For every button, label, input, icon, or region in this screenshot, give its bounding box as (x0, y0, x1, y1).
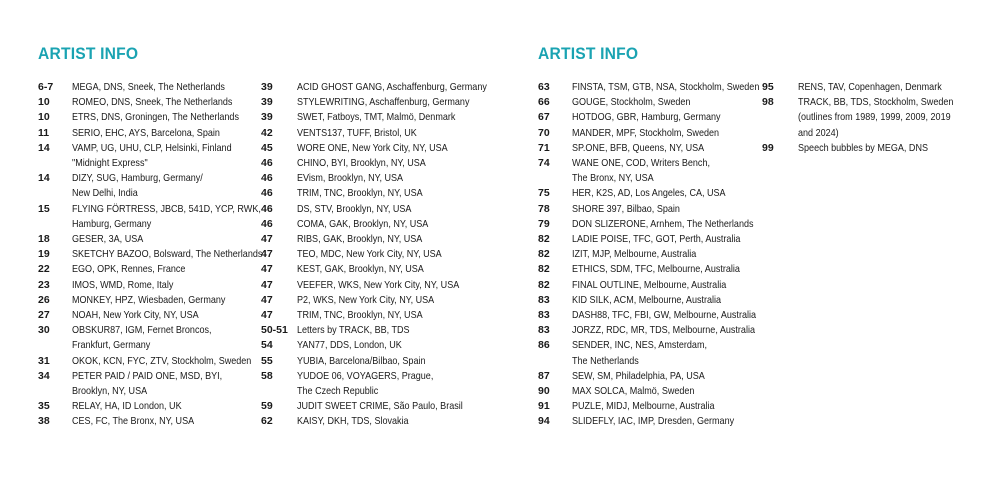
artist-credit-line: PUZLE, MIDJ, Melbourne, Australia (572, 400, 715, 413)
artist-entry (261, 323, 491, 338)
artist-entry (38, 126, 258, 141)
artist-entry (261, 338, 491, 353)
artist-credit-line: VEEFER, WKS, New York City, NY, USA (297, 278, 460, 291)
page-number: 39 (261, 81, 273, 93)
artist-entry (538, 110, 756, 125)
artist-credit (297, 414, 491, 429)
right-page (500, 0, 1000, 500)
artist-credit-line: KAISY, DKH, TDS, Slovakia (297, 415, 409, 428)
artist-credit-line: P2, WKS, New York City, NY, USA (297, 293, 435, 306)
artist-credit (72, 80, 258, 95)
page-number: 27 (38, 309, 50, 322)
artist-credit (72, 323, 258, 353)
artist-credit-line: OBSKUR87, IGM, Fernet Broncos, (72, 324, 212, 337)
artist-entry (538, 369, 756, 384)
artist-credit-line: MEGA, DNS, Sneek, The Netherlands (72, 81, 225, 93)
artist-entry (38, 232, 258, 247)
artist-credit-line: EGO, OPK, Rennes, France (72, 263, 186, 276)
artist-entry (261, 308, 491, 323)
page-number: 19 (38, 248, 50, 261)
page-number: 91 (538, 400, 550, 413)
artist-credit-line: YUBIA, Barcelona/Bilbao, Spain (297, 354, 426, 367)
artist-entry (762, 141, 992, 156)
artist-credit-line: DS, STV, Brooklyn, NY, USA (297, 202, 412, 215)
artist-credit (72, 308, 258, 323)
page-number: 83 (538, 293, 550, 306)
artist-credit-line: SWET, Fatboys, TMT, Malmö, Denmark (297, 111, 456, 124)
artist-credit-line: JUDIT SWEET CRIME, São Paulo, Brasil (297, 400, 463, 413)
artist-credit-line: The Netherlands (572, 354, 639, 367)
page-number: 62 (261, 415, 273, 428)
artist-credit (72, 369, 258, 399)
artist-credit-line: FINAL OUTLINE, Melbourne, Australia (572, 278, 727, 291)
artist-credit (72, 414, 258, 429)
artist-entry (538, 186, 756, 201)
page-number: 34 (38, 369, 50, 382)
artist-credit-line: SEW, SM, Philadelphia, PA, USA (572, 369, 705, 382)
artist-credit (297, 232, 491, 247)
artist-entry (38, 369, 258, 399)
artist-credit-line: KEST, GAK, Brooklyn, NY, USA (297, 263, 424, 276)
artist-list-column (762, 80, 992, 156)
artist-credit-line: TRACK, BB, TDS, Stockholm, Sweden (798, 96, 954, 109)
artist-entry (38, 141, 258, 171)
artist-entry (38, 247, 263, 262)
artist-entry (538, 202, 756, 217)
artist-credit-line: TRIM, TNC, Brooklyn, NY, USA (297, 309, 423, 322)
artist-credit (572, 414, 761, 429)
artist-entry (538, 278, 756, 293)
artist-credit (572, 247, 756, 262)
artist-entry (762, 80, 992, 95)
artist-credit-line: ETRS, DNS, Groningen, The Netherlands (72, 111, 239, 124)
artist-credit-line: SP.ONE, BFB, Queens, NY, USA (572, 141, 705, 154)
artist-credit (297, 95, 498, 110)
page-number: 90 (538, 385, 550, 398)
artist-entry (538, 414, 756, 429)
artist-credit (72, 293, 258, 308)
artist-credit-line: DON SLIZERONE, Arnhem, The Netherlands (572, 217, 754, 230)
artist-credit (297, 171, 491, 186)
artist-entry (261, 414, 491, 429)
page-number: 39 (261, 96, 273, 109)
artist-credit (297, 156, 491, 171)
page-number: 63 (538, 81, 550, 93)
artist-credit (72, 171, 258, 201)
artist-entry (38, 171, 258, 201)
artist-credit-line: TRIM, TNC, Brooklyn, NY, USA (297, 187, 423, 200)
page-number: 47 (261, 248, 273, 261)
artist-entry (261, 202, 491, 217)
page-number: 14 (38, 172, 50, 185)
artist-entry (261, 399, 491, 414)
artist-credit (297, 126, 491, 141)
artist-credit-line: Speech bubbles by MEGA, DNS (798, 141, 929, 154)
artist-entry (38, 323, 258, 353)
page-number: 47 (261, 278, 273, 291)
artist-credit (572, 262, 767, 277)
artist-credit-line: KID SILK, ACM, Melbourne, Australia (572, 293, 722, 306)
page-number: 86 (538, 339, 550, 352)
artist-credit-line: EVism, Brooklyn, NY, USA (297, 172, 404, 185)
artist-credit-line: FLYING FÖRTRESS, JBCB, 541D, YCP, RWK, (72, 202, 261, 215)
artist-credit-line: MONKEY, HPZ, Wiesbaden, Germany (72, 293, 226, 306)
artist-credit-line: IMOS, WMD, Rome, Italy (72, 278, 174, 291)
artist-credit (297, 217, 491, 232)
artist-entry (38, 202, 261, 232)
artist-credit-line: Letters by TRACK, BB, TDS (297, 324, 410, 337)
artist-entry (538, 156, 756, 186)
artist-entry (538, 141, 756, 156)
artist-credit (798, 141, 992, 156)
artist-entry (538, 247, 756, 262)
page-number: 70 (538, 126, 550, 139)
page-number: 66 (538, 96, 550, 109)
artist-credit (72, 354, 281, 369)
artist-credit (297, 110, 491, 125)
page-number: 22 (38, 263, 50, 276)
artist-credit-line: FINSTA, TSM, GTB, NSA, Stockholm, Sweden (572, 81, 760, 93)
artist-credit-line: DASH88, TFC, FBI, GW, Melbourne, Australia (572, 309, 757, 322)
artist-entry (38, 80, 258, 95)
page-number: 82 (538, 263, 550, 276)
page-number: 46 (261, 217, 273, 230)
page-number: 47 (261, 233, 273, 246)
artist-entry (538, 384, 756, 399)
page-number: 31 (38, 354, 50, 367)
artist-credit-line: ROMEO, DNS, Sneek, The Netherlands (72, 96, 233, 109)
artist-credit-line: OKOK, KCN, FYC, ZTV, Stockholm, Sweden (72, 354, 252, 367)
page-number: 82 (538, 233, 550, 246)
artist-credit-line: GESER, 3A, USA (72, 233, 144, 246)
artist-list-column (38, 80, 263, 430)
artist-entry (538, 95, 756, 110)
artist-credit (297, 293, 491, 308)
artist-entry (261, 110, 491, 125)
page-number: 58 (261, 369, 273, 382)
artist-credit-line: TEO, MDC, New York City, NY, USA (297, 248, 442, 261)
page-number: 10 (38, 111, 50, 124)
artist-entry (261, 156, 491, 171)
artist-credit (297, 80, 518, 95)
artist-credit-line: (outlines from 1989, 1999, 2009, 2019 (798, 111, 951, 124)
artist-entry (261, 141, 491, 156)
artist-credit (72, 126, 258, 141)
artist-entry (261, 232, 491, 247)
artist-credit-line: SLIDEFLY, IAC, IMP, Dresden, Germany (572, 415, 735, 428)
page-number: 35 (38, 400, 50, 413)
page-number: 94 (538, 415, 550, 428)
artist-entry (538, 217, 756, 232)
page-number: 50-51 (261, 324, 288, 337)
artist-credit (72, 202, 292, 232)
artist-credit (72, 141, 258, 171)
page-number: 82 (538, 278, 550, 291)
artist-credit-line: SKETCHY BAZOO, Bolsward, The Netherlands (72, 248, 263, 261)
artist-entry (261, 247, 491, 262)
artist-credit-line: Frankfurt, Germany (72, 339, 151, 352)
page-number: 87 (538, 369, 550, 382)
page-number: 46 (261, 187, 273, 200)
page-number: 78 (538, 202, 550, 215)
artist-credit (572, 232, 768, 247)
artist-credit (297, 141, 491, 156)
page-number: 75 (538, 187, 550, 200)
artist-entry (762, 95, 992, 141)
page-number: 18 (38, 233, 50, 246)
artist-credit (572, 202, 756, 217)
artist-credit-line: and 2024) (798, 126, 839, 139)
artist-entry (538, 293, 756, 308)
artist-entry (261, 171, 491, 186)
artist-list-column (261, 80, 491, 430)
artist-entry (261, 354, 491, 369)
artist-credit-line: LADIE POISE, TFC, GOT, Perth, Australia (572, 233, 741, 246)
artist-entry (38, 262, 258, 277)
artist-entry (38, 95, 258, 110)
artist-entry (38, 293, 258, 308)
artist-credit-line: MANDER, MPF, Stockholm, Sweden (572, 126, 720, 139)
artist-entry (538, 399, 756, 414)
page-number: 67 (538, 111, 550, 124)
page-number: 79 (538, 217, 550, 230)
artist-entry (38, 354, 258, 369)
artist-credit-line: HER, K2S, AD, Los Angeles, CA, USA (572, 187, 726, 200)
artist-credit (297, 308, 491, 323)
page-number: 39 (261, 111, 273, 124)
artist-entry (538, 308, 756, 323)
artist-credit (72, 399, 258, 414)
artist-credit (72, 110, 266, 125)
artist-credit-line: VAMP, UG, UHU, CLP, Helsinki, Finland (72, 141, 232, 154)
artist-credit (572, 186, 756, 201)
artist-credit (572, 217, 783, 232)
artist-entry (38, 414, 258, 429)
artist-entry (261, 278, 491, 293)
artist-entry (261, 95, 491, 110)
artist-credit-line: New Delhi, India (72, 187, 138, 200)
page-number: 95 (762, 81, 774, 93)
artist-credit-line: ACID GHOST GANG, Aschaffenburg, Germany (297, 81, 487, 93)
page-number: 71 (538, 141, 550, 154)
page-number: 74 (538, 157, 550, 170)
artist-entry (261, 293, 491, 308)
artist-credit (572, 80, 790, 95)
page-number: 6-7 (38, 81, 54, 93)
artist-credit-line: ETHICS, SDM, TFC, Melbourne, Australia (572, 263, 740, 276)
artist-credit-line: Brooklyn, NY, USA (72, 385, 148, 398)
artist-credit-line: The Bronx, NY, USA (572, 172, 654, 185)
artist-credit-line: STYLEWRITING, Aschaffenburg, Germany (297, 96, 470, 109)
artist-credit (297, 369, 491, 399)
page-number: 11 (38, 126, 50, 139)
artist-entry (538, 232, 756, 247)
page-number: 30 (38, 324, 50, 337)
artist-credit (72, 278, 258, 293)
page-number: 83 (538, 324, 550, 337)
artist-credit-line: MAX SOLCA, Malmö, Sweden (572, 385, 695, 398)
artist-entry (538, 338, 756, 368)
artist-credit (72, 232, 258, 247)
page-number: 15 (38, 202, 50, 215)
page-number: 55 (261, 354, 273, 367)
page-number: 47 (261, 293, 273, 306)
page-number: 46 (261, 157, 273, 170)
artist-credit (572, 399, 756, 414)
artist-credit (572, 110, 756, 125)
artist-credit-line: SHORE 397, Bilbao, Spain (572, 202, 680, 215)
artist-entry (261, 262, 491, 277)
artist-credit (572, 369, 756, 384)
artist-credit-line: PETER PAID / PAID ONE, MSD, BYI, (72, 369, 223, 382)
artist-credit-line: "Midnight Express" (72, 157, 148, 170)
artist-entry (261, 80, 491, 95)
artist-credit (572, 338, 756, 368)
artist-credit (572, 278, 756, 293)
page-number: 82 (538, 248, 550, 261)
page-title: ARTIST INFO (538, 44, 639, 63)
artist-entry (538, 80, 760, 95)
artist-credit-line: CHINO, BYI, Brooklyn, NY, USA (297, 157, 426, 170)
artist-credit (297, 278, 491, 293)
artist-credit-line: COMA, GAK, Brooklyn, NY, USA (297, 217, 429, 230)
artist-credit-line: YUDOE 06, VOYAGERS, Prague, (297, 369, 434, 382)
artist-credit-line: Hamburg, Germany (72, 217, 152, 230)
artist-credit-line: DIZY, SUG, Hamburg, Germany/ (72, 172, 203, 185)
artist-credit-line: GOUGE, Stockholm, Sweden (572, 96, 691, 109)
page-number: 83 (538, 309, 550, 322)
page-number: 38 (38, 415, 50, 428)
artist-credit (572, 156, 756, 186)
page-title: ARTIST INFO (38, 44, 139, 63)
artist-credit-line: IZIT, MJP, Melbourne, Australia (572, 248, 697, 261)
artist-credit (297, 247, 491, 262)
artist-credit (798, 95, 992, 141)
artist-credit (572, 323, 785, 338)
artist-entry (261, 217, 491, 232)
artist-credit (297, 323, 491, 338)
artist-credit (72, 95, 259, 110)
artist-entry (38, 308, 258, 323)
artist-credit (572, 293, 756, 308)
artist-entry (261, 369, 491, 399)
artist-list-column (538, 80, 760, 430)
artist-credit (297, 186, 491, 201)
page-number: 23 (38, 278, 50, 291)
artist-entry (261, 126, 491, 141)
artist-credit (798, 80, 992, 95)
artist-credit-line: CES, FC, The Bronx, NY, USA (72, 415, 195, 428)
page-number: 45 (261, 141, 273, 154)
artist-credit (297, 399, 491, 414)
artist-credit-line: NOAH, New York City, NY, USA (72, 309, 199, 322)
page-number: 42 (261, 126, 273, 139)
page-number: 99 (762, 141, 774, 154)
artist-credit (297, 338, 491, 353)
artist-credit (572, 384, 756, 399)
artist-credit (572, 126, 756, 141)
page-number: 46 (261, 172, 273, 185)
artist-credit-line: RENS, TAV, Copenhagen, Denmark (798, 81, 942, 93)
page-number: 59 (261, 400, 273, 413)
page-number: 10 (38, 96, 50, 109)
artist-credit (572, 308, 786, 323)
artist-credit-line: The Czech Republic (297, 385, 379, 398)
artist-credit (572, 95, 756, 110)
artist-credit (297, 354, 491, 369)
page-number: 54 (261, 339, 273, 352)
artist-credit (72, 262, 258, 277)
artist-credit-line: HOTDOG, GBR, Hamburg, Germany (572, 111, 721, 124)
artist-entry (538, 262, 756, 277)
artist-entry (38, 110, 258, 125)
artist-entry (38, 399, 258, 414)
artist-credit (297, 262, 491, 277)
artist-credit-line: RELAY, HA, ID London, UK (72, 400, 182, 413)
artist-entry (538, 126, 756, 141)
artist-entry (538, 323, 756, 338)
page-number: 47 (261, 263, 273, 276)
page-number: 98 (762, 96, 774, 109)
page-number: 26 (38, 293, 50, 306)
artist-credit-line: RIBS, GAK, Brooklyn, NY, USA (297, 233, 423, 246)
artist-credit (572, 141, 756, 156)
page-number: 14 (38, 141, 50, 154)
artist-credit-line: SENDER, INC, NES, Amsterdam, (572, 339, 707, 352)
artist-credit-line: JORZZ, RDC, MR, TDS, Melbourne, Australia (572, 324, 755, 337)
page-number: 47 (261, 309, 273, 322)
artist-credit-line: WORE ONE, New York City, NY, USA (297, 141, 448, 154)
artist-credit-line: YAN77, DDS, London, UK (297, 339, 402, 352)
artist-entry (261, 186, 491, 201)
artist-credit (297, 202, 491, 217)
page-number: 46 (261, 202, 273, 215)
artist-credit-line: SERIO, EHC, AYS, Barcelona, Spain (72, 126, 220, 139)
artist-entry (38, 278, 258, 293)
artist-credit-line: VENTS137, TUFF, Bristol, UK (297, 126, 417, 139)
artist-credit-line: WANE ONE, COD, Writers Bench, (572, 157, 710, 170)
